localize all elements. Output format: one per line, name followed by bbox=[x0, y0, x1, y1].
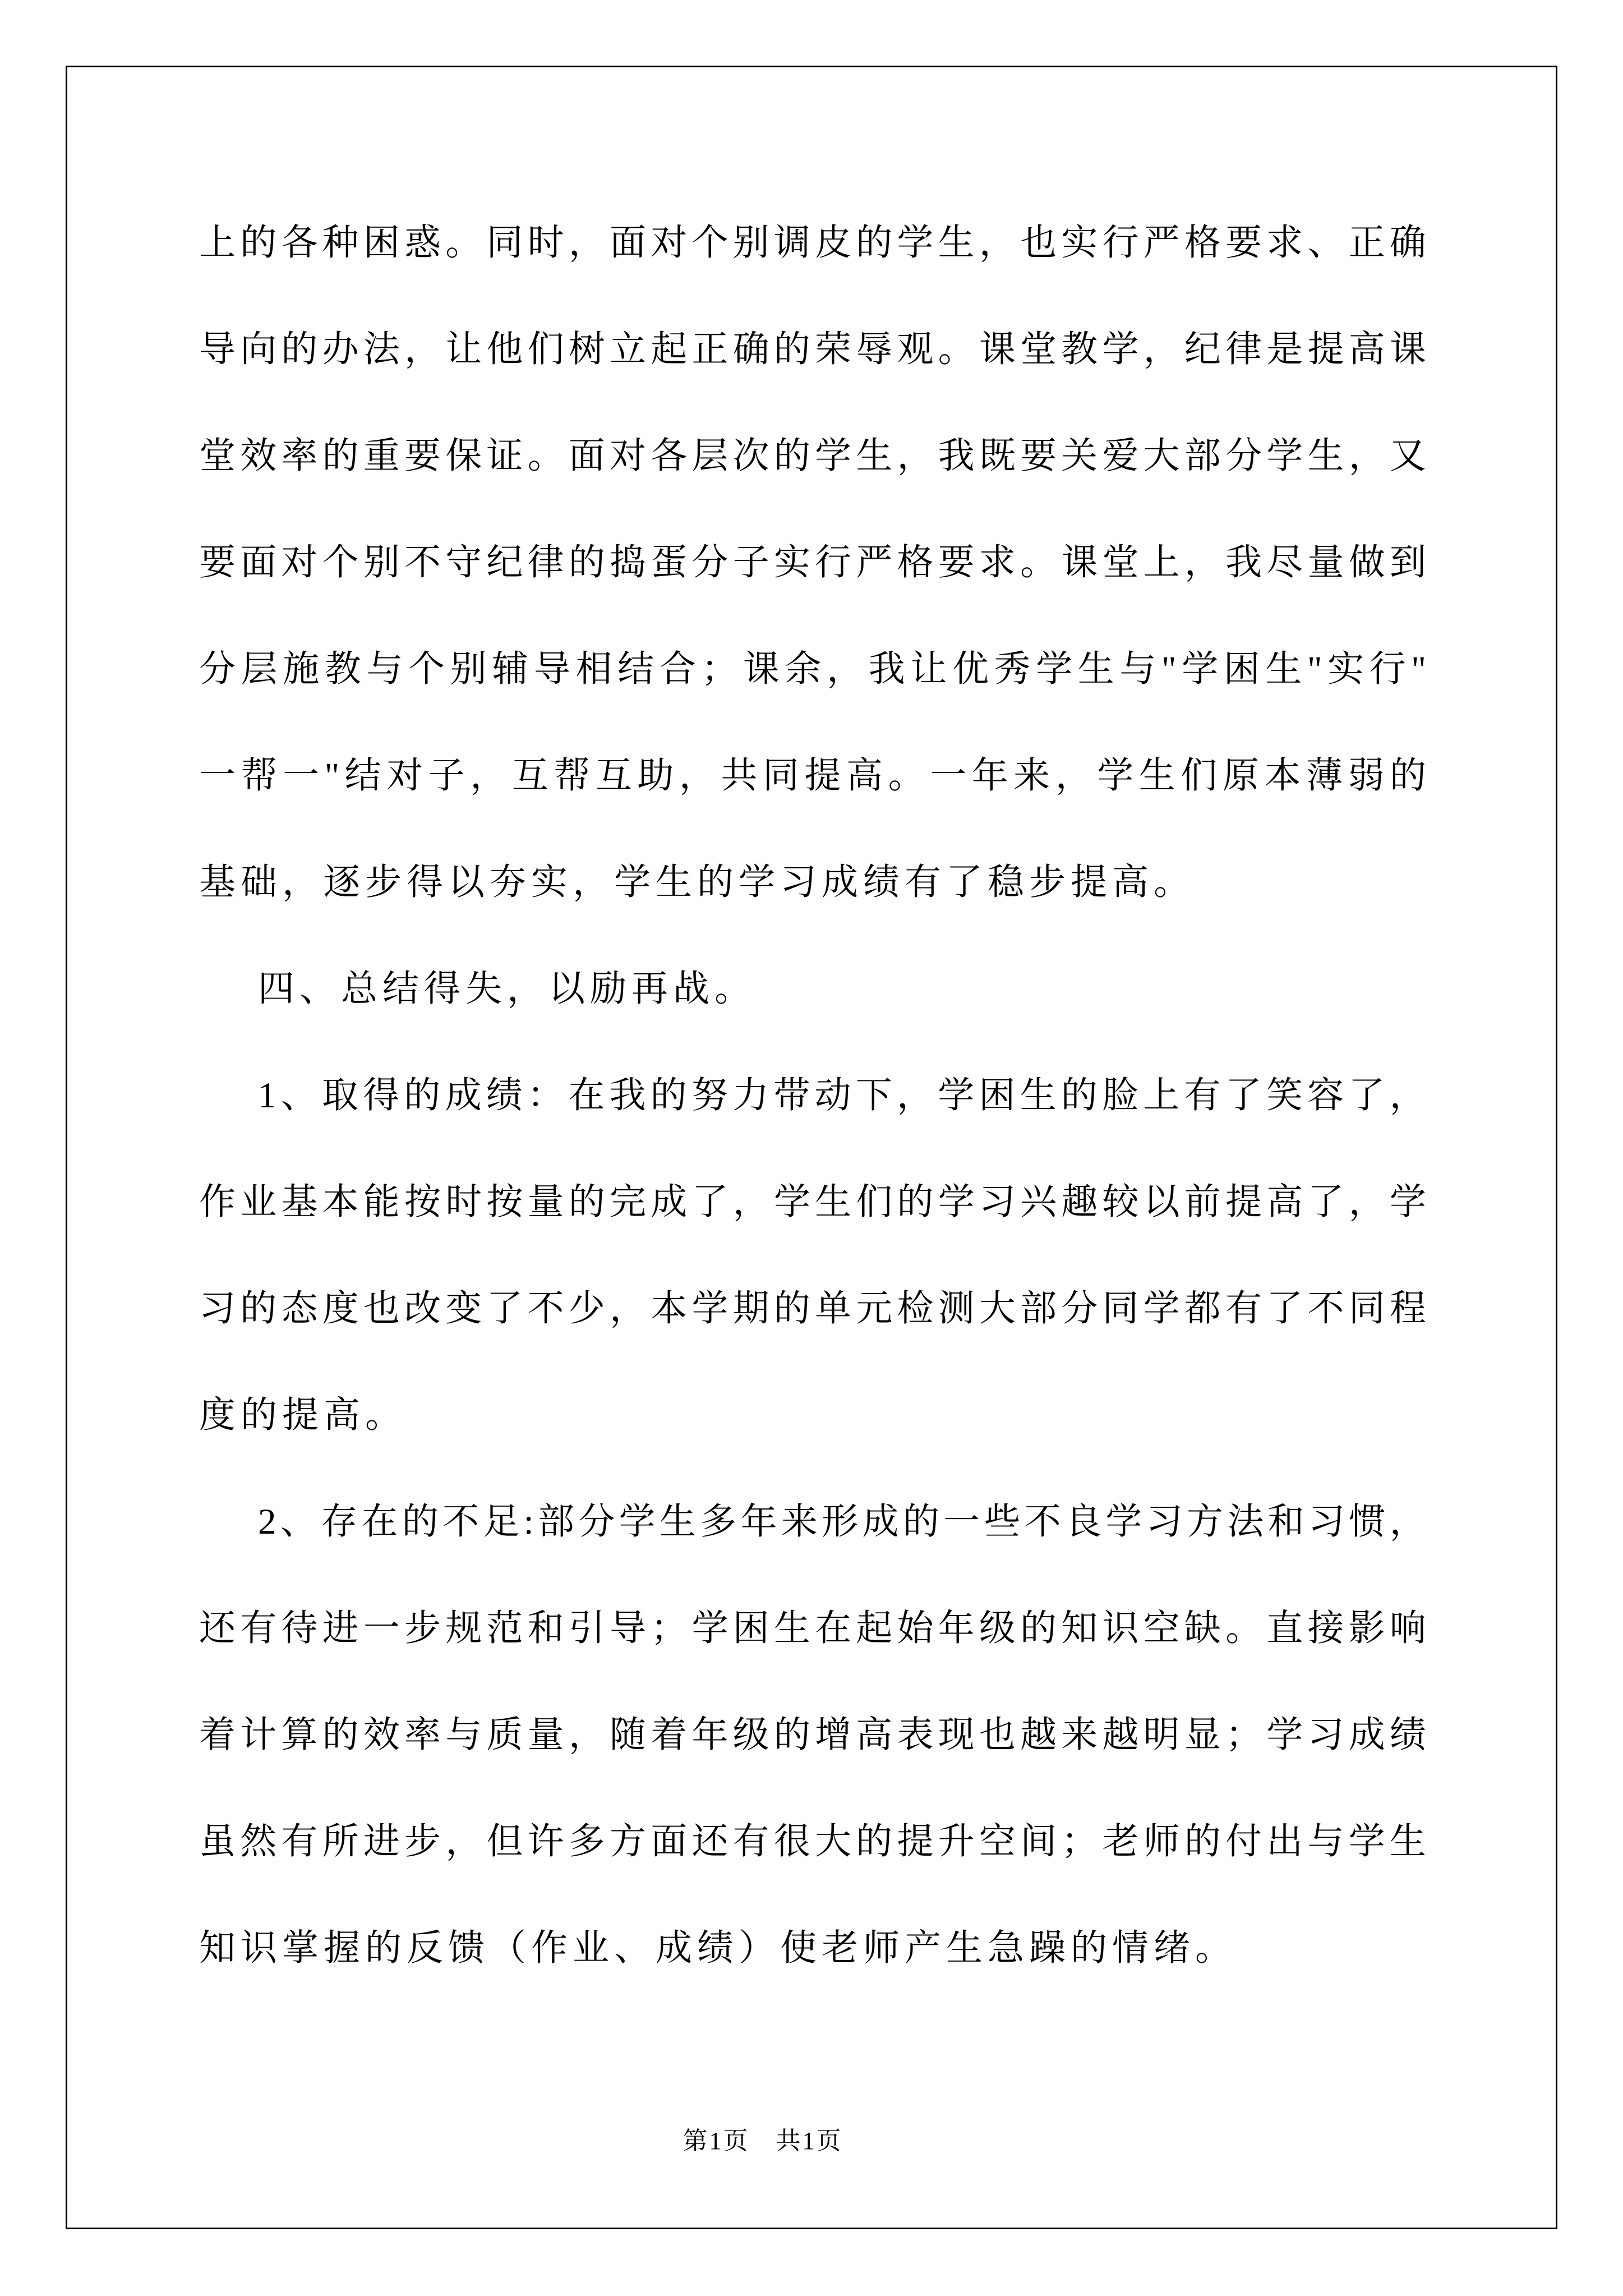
text-line: 2 、 存 在 的 不 足 : 部 分 学 生 多 年 来 形 成 的 一 些 不 良 学 习 方 法 和 习 惯 ， bbox=[258, 1502, 1426, 1542]
text-line: 上 的 各 种 困 惑 。 同 时 ， 面 对 个 别 调 皮 的 学 生 ， 也 实 行 严 格 要 求 、 正 确 bbox=[199, 223, 1426, 263]
text-line: 知识掌握的反馈（作业、成绩）使老师产生急躁的情绪。 bbox=[199, 1928, 1237, 1968]
text-line: 分 层 施 教 与 个 别 辅 导 相 结 合 ； 课 余 ， 我 让 优 秀 学 生 与 " 学 困 生 " 实 行 " bbox=[199, 649, 1426, 689]
page-footer bbox=[0, 2122, 1525, 2161]
text-line: 还 有 待 进 一 步 规 范 和 引 导 ； 学 困 生 在 起 始 年 级 的 知 识 空 缺 。 直 接 影 响 bbox=[199, 1608, 1426, 1649]
text-line: 堂 效 率 的 重 要 保 证 。 面 对 各 层 次 的 学 生 ， 我 既 要 关 爱 大 部 分 学 生 ， 又 bbox=[199, 436, 1426, 476]
text-line: 导 向 的 办 法 ， 让 他 们 树 立 起 正 确 的 荣 辱 观 。 课 堂 教 学 ， 纪 律 是 提 高 课 bbox=[199, 329, 1426, 370]
text-line: 着 计 算 的 效 率 与 质 量 ， 随 着 年 级 的 增 高 表 现 也 越 来 越 明 显 ； 学 习 成 绩 bbox=[199, 1715, 1426, 1755]
text-line: 四、总结得失，以励再战。 bbox=[258, 969, 757, 1009]
text-line: 习 的 态 度 也 改 变 了 不 少 ， 本 学 期 的 单 元 检 测 大 部 分 同 学 都 有 了 不 同 程 bbox=[199, 1289, 1426, 1329]
text-line: 基础，逐步得以夯实，学生的学习成绩有了稳步提高。 bbox=[199, 862, 1196, 903]
text-line: 虽 然 有 所 进 步 ， 但 许 多 方 面 还 有 很 大 的 提 升 空 间 ； 老 师 的 付 出 与 学 生 bbox=[199, 1821, 1426, 1862]
text-line: 1 、 取 得 的 成 绩 ： 在 我 的 努 力 带 动 下 ， 学 困 生 的 脸 上 有 了 笑 容 了 ， bbox=[258, 1075, 1426, 1116]
document-body-text bbox=[199, 190, 1426, 2001]
text-line: 作 业 基 本 能 按 时 按 量 的 完 成 了 ， 学 生 们 的 学 习 兴 趣 较 以 前 提 高 了 ， 学 bbox=[199, 1182, 1426, 1222]
page-number-text: 第1页 共1页 bbox=[683, 2127, 843, 2155]
text-line: 度的提高。 bbox=[199, 1395, 407, 1435]
text-line: 要 面 对 个 别 不 守 纪 律 的 捣 蛋 分 子 实 行 严 格 要 求 。 课 堂 上 ， 我 尽 量 做 到 bbox=[199, 542, 1426, 583]
text-line: 一 帮 一 " 结 对 子 ， 互 帮 互 助 ， 共 同 提 高 。 一 年 来 ， 学 生 们 原 本 薄 弱 的 bbox=[199, 756, 1426, 796]
